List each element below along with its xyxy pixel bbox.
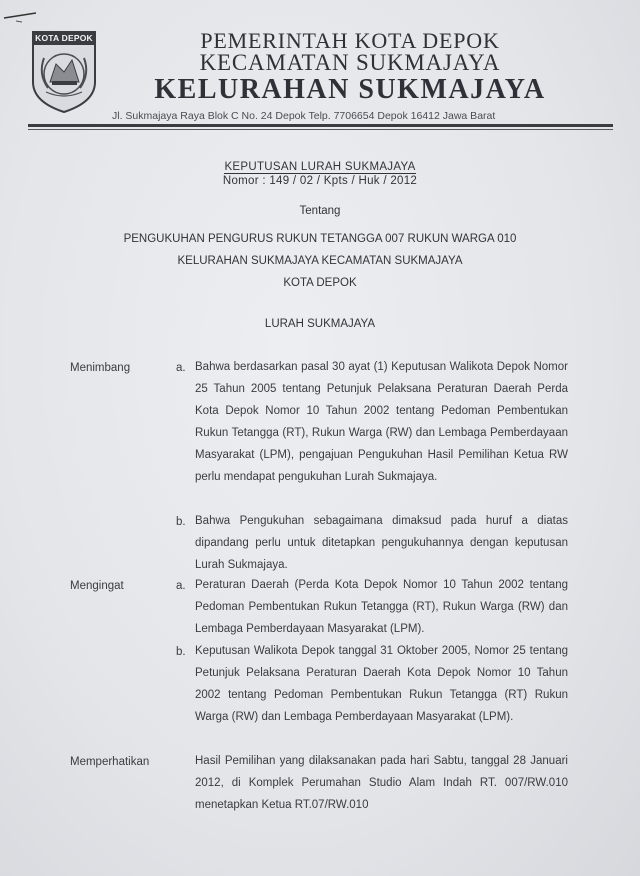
header-line-government: PEMERINTAH KOTA DEPOK bbox=[200, 28, 500, 53]
menimbang-b-marker: b. bbox=[176, 516, 186, 528]
decree-subject-line-2: KELURAHAN SUKMAJAYA KECAMATAN SUKMAJAYA bbox=[177, 255, 463, 267]
decree-title: KEPUTUSAN LURAH SUKMAJAYA bbox=[224, 161, 416, 173]
kota-depok-emblem bbox=[30, 30, 98, 114]
menimbang-a-text: Bahwa berdasarkan pasal 30 ayat (1) Keputusan Walikota Depok Nomor 25 Tahun 2005 tentang Petunjuk Pelaksana Peraturan Daerah Perda Kota Depok Nomor 10 Tahun 2002 tentang Pedoman Pembentukan Rukun Tetangga (RT), Rukun Warga (RW) dan Lembaga Pemberdayaan Masyarakat (LPM), pengajuan Pengukuhan Hasil Pemilihan Ketua RW perlu mendapat pengukuhan Lurah Sukmajaya. bbox=[195, 361, 568, 483]
emblem-label: KOTA DEPOK bbox=[35, 33, 93, 43]
section-label-memperhatikan: Memperhatikan bbox=[70, 756, 150, 768]
decree-about: Tentang bbox=[299, 205, 341, 217]
memperhatikan-text: Hasil Pemilihan yang dilaksanakan pada hari Sabtu, tanggal 28 Januari 2012, di Komplek Perumahan Studio Alam Indah RT. 007/RW.010 menetapkan Ketua RT.07/RW.010 bbox=[195, 755, 568, 811]
header-line-village: KELURAHAN SUKMAJAYA bbox=[154, 74, 546, 105]
mengingat-a-marker: a. bbox=[176, 580, 186, 592]
header-address: Jl. Sukmajaya Raya Blok C No. 24 Depok Telp. 7706654 Depok 16412 Jawa Barat bbox=[112, 110, 496, 122]
header-line-district: KECAMATAN SUKMAJAYA bbox=[199, 50, 501, 75]
decree-number: Nomor : 149 / 02 / Kpts / Huk / 2012 bbox=[222, 175, 418, 187]
mengingat-a-text: Peraturan Daerah (Perda Kota Depok Nomor 10 Tahun 2002 tentang Pedoman Pembentukan Rukun Tetangga (RT), Rukun Warga (RW) dan Lembaga Pemberdayaan Masyarakat (LPM). bbox=[195, 579, 568, 635]
pen-mark bbox=[2, 10, 38, 24]
menimbang-a-marker: a. bbox=[176, 362, 186, 374]
mengingat-b-marker: b. bbox=[176, 646, 186, 658]
menimbang-b-text: Bahwa Pengukuhan sebagaimana dimaksud pada huruf a diatas dipandang perlu untuk ditetapkan pengukuhannya dengan keputusan Lurah Sukmajaya. bbox=[195, 515, 568, 571]
section-label-mengingat: Mengingat bbox=[70, 580, 124, 592]
decree-issuer: LURAH SUKMAJAYA bbox=[264, 318, 376, 330]
decree-subject-line-3: KOTA DEPOK bbox=[283, 277, 357, 289]
mengingat-b-text: Keputusan Walikota Depok tanggal 31 Oktober 2005, Nomor 25 tentang Petunjuk Pelaksana Peraturan Daerah Kota Depok Nomor 10 Tahun 2002 tentang Pedoman Pembentukan Rukun Tetangga (RT) Rukun Warga (RW) dan Lembaga Pemberdayaan Masyarakat (LPM). bbox=[195, 645, 568, 723]
letterhead-rule-thick bbox=[28, 124, 613, 127]
decree-subject-line-1: PENGUKUHAN PENGURUS RUKUN TETANGGA 007 RUKUN WARGA 010 bbox=[123, 233, 517, 245]
letterhead-rule-thin bbox=[28, 129, 613, 130]
section-label-menimbang: Menimbang bbox=[70, 362, 131, 374]
